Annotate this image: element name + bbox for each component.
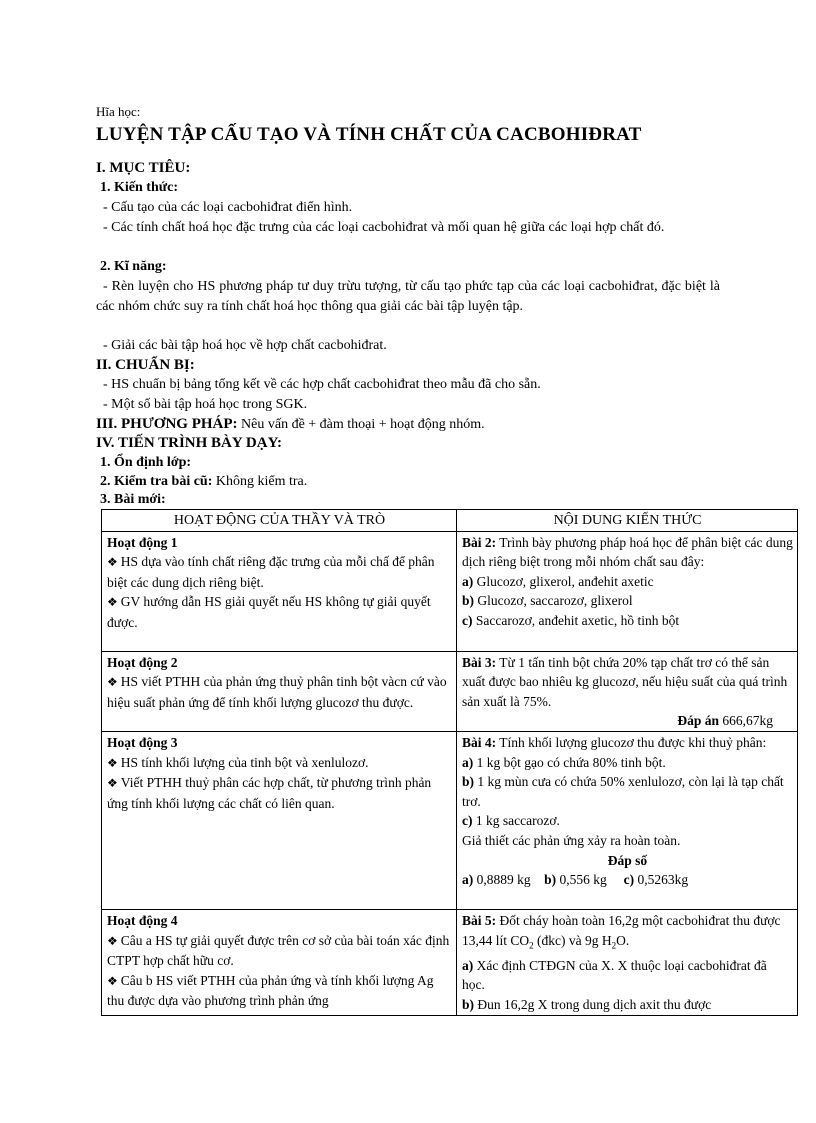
diamond-bullet-icon: ❖ <box>107 555 118 570</box>
diamond-bullet-icon: ❖ <box>107 755 118 770</box>
activity-bullet: ❖ Câu b HS viết PTHH của phản ứng và tính khối lượng Ag thu được dựa vào phương trình phản ứng <box>107 972 434 1009</box>
section-method-heading: III. PHƯƠNG PHÁP: <box>96 416 238 432</box>
activity-bullet: ❖ GV hướng dẫn HS giải quyết nếu HS không tự giải quyết được. <box>107 594 431 630</box>
section-objectives-heading: I. MỤC TIÊU: <box>96 160 191 176</box>
content-cell <box>457 909 798 1015</box>
activity-title: Hoạt động 2 <box>107 654 178 670</box>
activity-cell <box>102 531 457 651</box>
exercise-answer: Đáp án 666,67kg <box>677 713 773 729</box>
lesson-table <box>101 509 798 1016</box>
diamond-bullet-icon: ❖ <box>107 675 118 690</box>
exercise-question: Bài 4: Tính khối lượng glucozơ thu được khi thuỷ phân: <box>462 734 767 750</box>
exercise-question: Bài 3: Từ 1 tấn tinh bột chứa 20% tạp chất trơ có thể sản xuất được bao nhiêu kg glucozơ, nếu hiệu suất của quá trình sản xuất là 75%. <box>462 654 788 709</box>
table-header-row <box>102 510 798 532</box>
activity-bullet: ❖ Câu a HS tự giải quyết được trên cơ sở của bài toán xác định CTPT hợp chất hữu cơ. <box>107 932 450 969</box>
exercise-option: c) Saccarozơ, anđehit axetic, hồ tinh bột <box>462 612 680 628</box>
activity-title: Hoạt động 4 <box>107 912 178 928</box>
section-preparation-heading: II. CHUẨN BỊ: <box>96 357 195 373</box>
procedure-step-2 <box>100 472 307 492</box>
activity-title: Hoạt động 3 <box>107 734 178 750</box>
exercise-option: a) Xác định CTĐGN của X. X thuộc loại cacbohiđrat đã học. <box>462 957 767 993</box>
skills-item-2: - Giải các bài tập hoá học về hợp chất cacbohiđrat. <box>103 338 387 353</box>
activity-cell <box>102 909 457 1015</box>
section-procedure-heading: IV. TIẾN TRÌNH BÀY DẠY: <box>96 435 283 451</box>
content-cell <box>457 651 798 731</box>
table-row <box>102 731 798 909</box>
activity-bullet: ❖ HS tính khối lượng của tinh bột và xenlulozơ. <box>107 754 369 770</box>
subject-label: Hĩa học: <box>96 104 141 119</box>
exercise-assumption: Giả thiết các phản ứng xảy ra hoàn toàn. <box>462 832 681 848</box>
exercise-answer-heading: Đáp số <box>607 852 648 868</box>
preparation-item-2: - Một số bài tập hoá học trong SGK. <box>103 397 308 412</box>
exercise-question: Bài 5: Đốt cháy hoàn toàn 16,2g một cacbohiđrat thu được 13,44 lít $CO_2$ (đkc) và 9g $H_2O$. <box>462 912 781 951</box>
knowledge-item-1: - Cấu tạo của các loại cacbohiđrat điển hình. <box>103 200 353 215</box>
diamond-bullet-icon: ❖ <box>107 776 118 791</box>
preparation-item-1: - HS chuẩn bị bảng tổng kết về các hợp chất cacbohiđrat theo mẫu đã cho sẵn. <box>103 377 541 392</box>
table-row <box>102 651 798 731</box>
skills-item-1: - Rèn luyện cho HS phương pháp tư duy trừu tượng, từ cấu tạo phức tạp của các loại cacbohiđrat, đặc biệt là các nhóm chức suy ra tính chất hoá học thông qua giải các bài tập luyện tập. <box>96 279 720 314</box>
activity-cell <box>102 651 457 731</box>
exercise-option: b) Glucozơ, saccarozơ, glixerol <box>462 593 633 609</box>
column-header-content: NỘI DUNG KIẾN THỨC <box>457 510 798 532</box>
diamond-bullet-icon: ❖ <box>107 933 118 948</box>
diamond-bullet-icon: ❖ <box>107 595 118 610</box>
exercise-option: b) 1 kg mùn cưa có chứa 50% xenlulozơ, còn lại là tạp chất trơ. <box>462 774 784 809</box>
section-method <box>96 414 485 435</box>
diamond-bullet-icon: ❖ <box>107 973 118 988</box>
content-cell <box>457 531 798 651</box>
activity-bullet: ❖ HS viết PTHH của phản ứng thuỷ phân tinh bột vàcn cứ vào hiệu suất phản ứng để tính khối lượng glucozơ thu được. <box>107 674 447 710</box>
column-header-activities: HOẠT ĐỘNG CỦA THẦY VÀ TRÒ <box>102 510 457 532</box>
activity-cell <box>102 731 457 909</box>
exercise-answers: a) 0,8889 kg b) 0,556 kg c) 0,5263kg <box>462 872 689 888</box>
procedure-step-1: 1. Ổn định lớp: <box>100 455 192 470</box>
exercise-option: a) 1 kg bột gạo có chứa 80% tinh bột. <box>462 754 666 770</box>
exercise-question: Bài 2: Trình bày phương pháp hoá học để phân biệt các dung dịch riêng biệt trong mỗi nhóm chất sau đây: <box>462 534 793 570</box>
section-method-text: Nêu vấn đề + đàm thoại + hoạt động nhóm. <box>237 417 485 432</box>
skills-heading: 2. Kĩ năng: <box>100 259 167 274</box>
content-cell <box>457 731 798 909</box>
procedure-step-2-text: Không kiểm tra. <box>212 474 308 489</box>
procedure-step-2-label: 2. Kiểm tra bài cũ: <box>100 474 213 489</box>
activity-bullet: ❖ HS dựa vào tính chất riêng đặc trưng của mỗi chấ để phân biệt các dung dịch riêng biệt. <box>107 554 435 590</box>
exercise-option: b) Đun 16,2g X trong dung dịch axit thu được <box>462 997 712 1013</box>
table-row <box>102 531 798 651</box>
page-title: LUYỆN TẬP CẤU TẠO VÀ TÍNH CHẤT CỦA CACBOHIĐRAT <box>96 124 642 145</box>
activity-bullet: ❖ Viết PTHH thuỷ phân các hợp chất, từ phương trình phản ứng tính khối lượng các chất có liên quan. <box>107 775 432 811</box>
table-row <box>102 909 798 1015</box>
exercise-option: a) Glucozơ, glixerol, anđehit axetic <box>462 573 654 589</box>
activity-title: Hoạt động 1 <box>107 534 178 550</box>
knowledge-item-2: - Các tính chất hoá học đặc trưng của các loại cacbohiđrat và mối quan hệ giữa các loại hợp chất đó. <box>103 220 665 235</box>
procedure-step-3: 3. Bài mới: <box>100 492 166 507</box>
knowledge-heading: 1. Kiến thức: <box>100 180 179 195</box>
exercise-option: c) 1 kg saccarozơ. <box>462 813 560 829</box>
